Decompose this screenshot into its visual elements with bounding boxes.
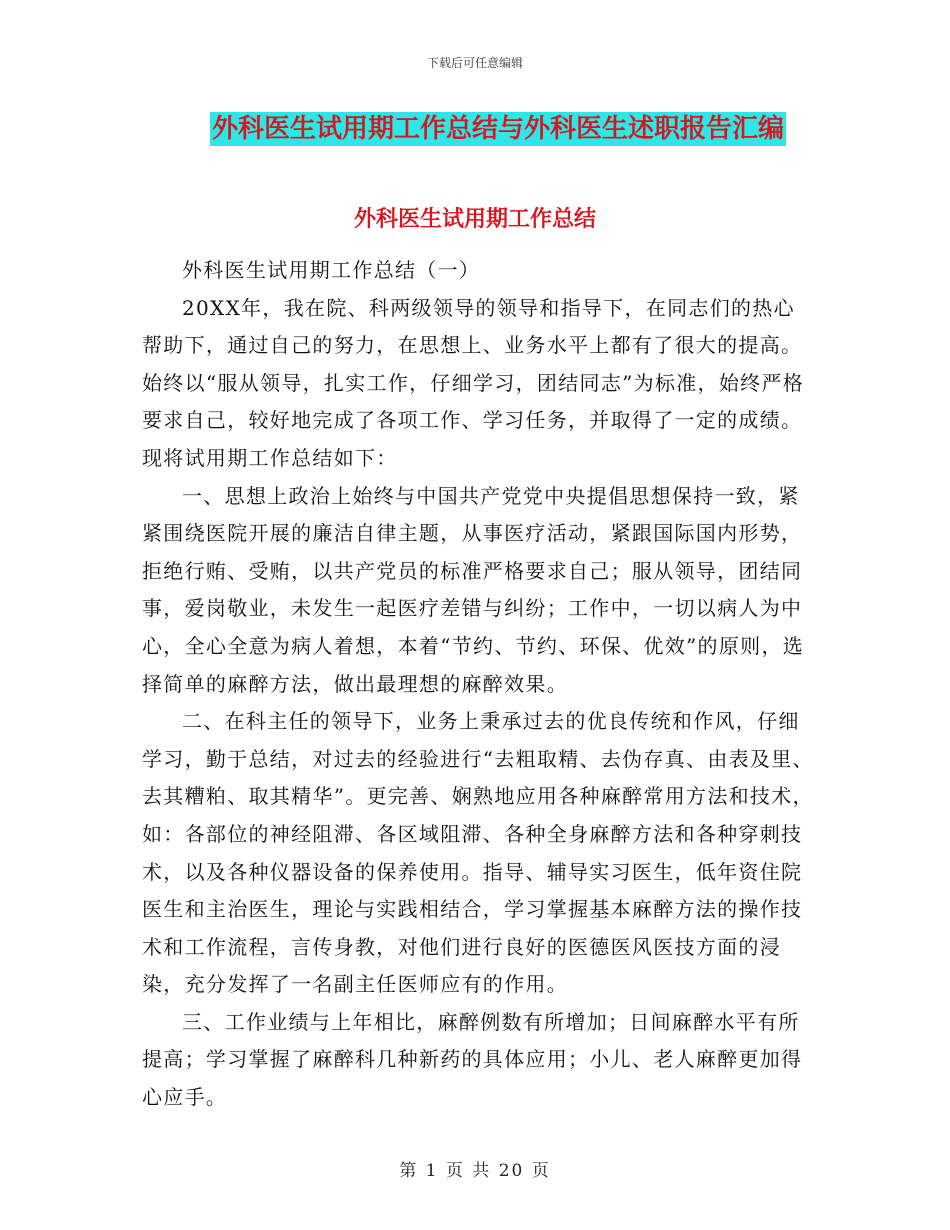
paragraph: 三、工作业绩与上年相比，麻醉例数有所增加；日间麻醉水平有所提高；学习掌握了麻醉科几种新药的具体应用；小儿、老人麻醉更加得心应手。	[142, 1009, 803, 1110]
paragraph: 一、思想上政治上始终与中国共产党党中央提倡思想保持一致，紧紧围绕医院开展的廉洁自律主题，从事医疗活动，紧跟国际国内形势，拒绝行贿、受贿，以共产党员的标准严格要求自己；服从领导，团结同事，爱岗敬业，未发生一起医疗差错与纠纷；工作中，一切以病人为中心，全心全意为病人着想，本着“节约、节约、环保、优效”的原则，选择简单的麻醉方法，做出最理想的麻醉效果。	[142, 483, 805, 696]
main-title-container	[0, 112, 950, 146]
document-body	[142, 222, 814, 1117]
paragraph-heading: 外科医生试用期工作总结（一）	[182, 258, 481, 282]
paragraph: 20XX年，我在院、科两级领导的领导和指导下，在同志们的热心帮助下，通过自己的努力，在思想上、业务水平上都有了很大的提高。始终以“服从领导，扎实工作，仔细学习，团结同志”为标准，始终严格要求自己，较好地完成了各项工作、学习任务，并取得了一定的成绩。现将试用期工作总结如下：	[142, 295, 805, 470]
document-title: 外科医生试用期工作总结与外科医生述职报告汇编	[211, 114, 784, 144]
page-footer: 第 1 页 共 20 页	[399, 1161, 551, 1181]
section-title: 外科医生试用期工作总结	[353, 207, 596, 232]
header-note: 下载后可任意编辑	[426, 56, 523, 70]
paragraph: 二、在科主任的领导下，业务上秉承过去的优良传统和作风，仔细学习，勤于总结，对过去的经验进行“去粗取精、去伪存真、由表及里、去其糟粕、取其精华”。更完善、娴熟地应用各种麻醉常用方法和技术，如：各部位的神经阻滞、各区域阻滞、各种全身麻醉方法和各种穿刺技术，以及各种仪器设备的保养使用。指导、辅导实习医生，低年资住院医生和主治医生，理论与实践相结合，学习掌握基本麻醉方法的操作技术和工作流程，言传身教，对他们进行良好的医德医风医技方面的浸染，充分发挥了一名副主任医师应有的作用。	[142, 709, 814, 997]
